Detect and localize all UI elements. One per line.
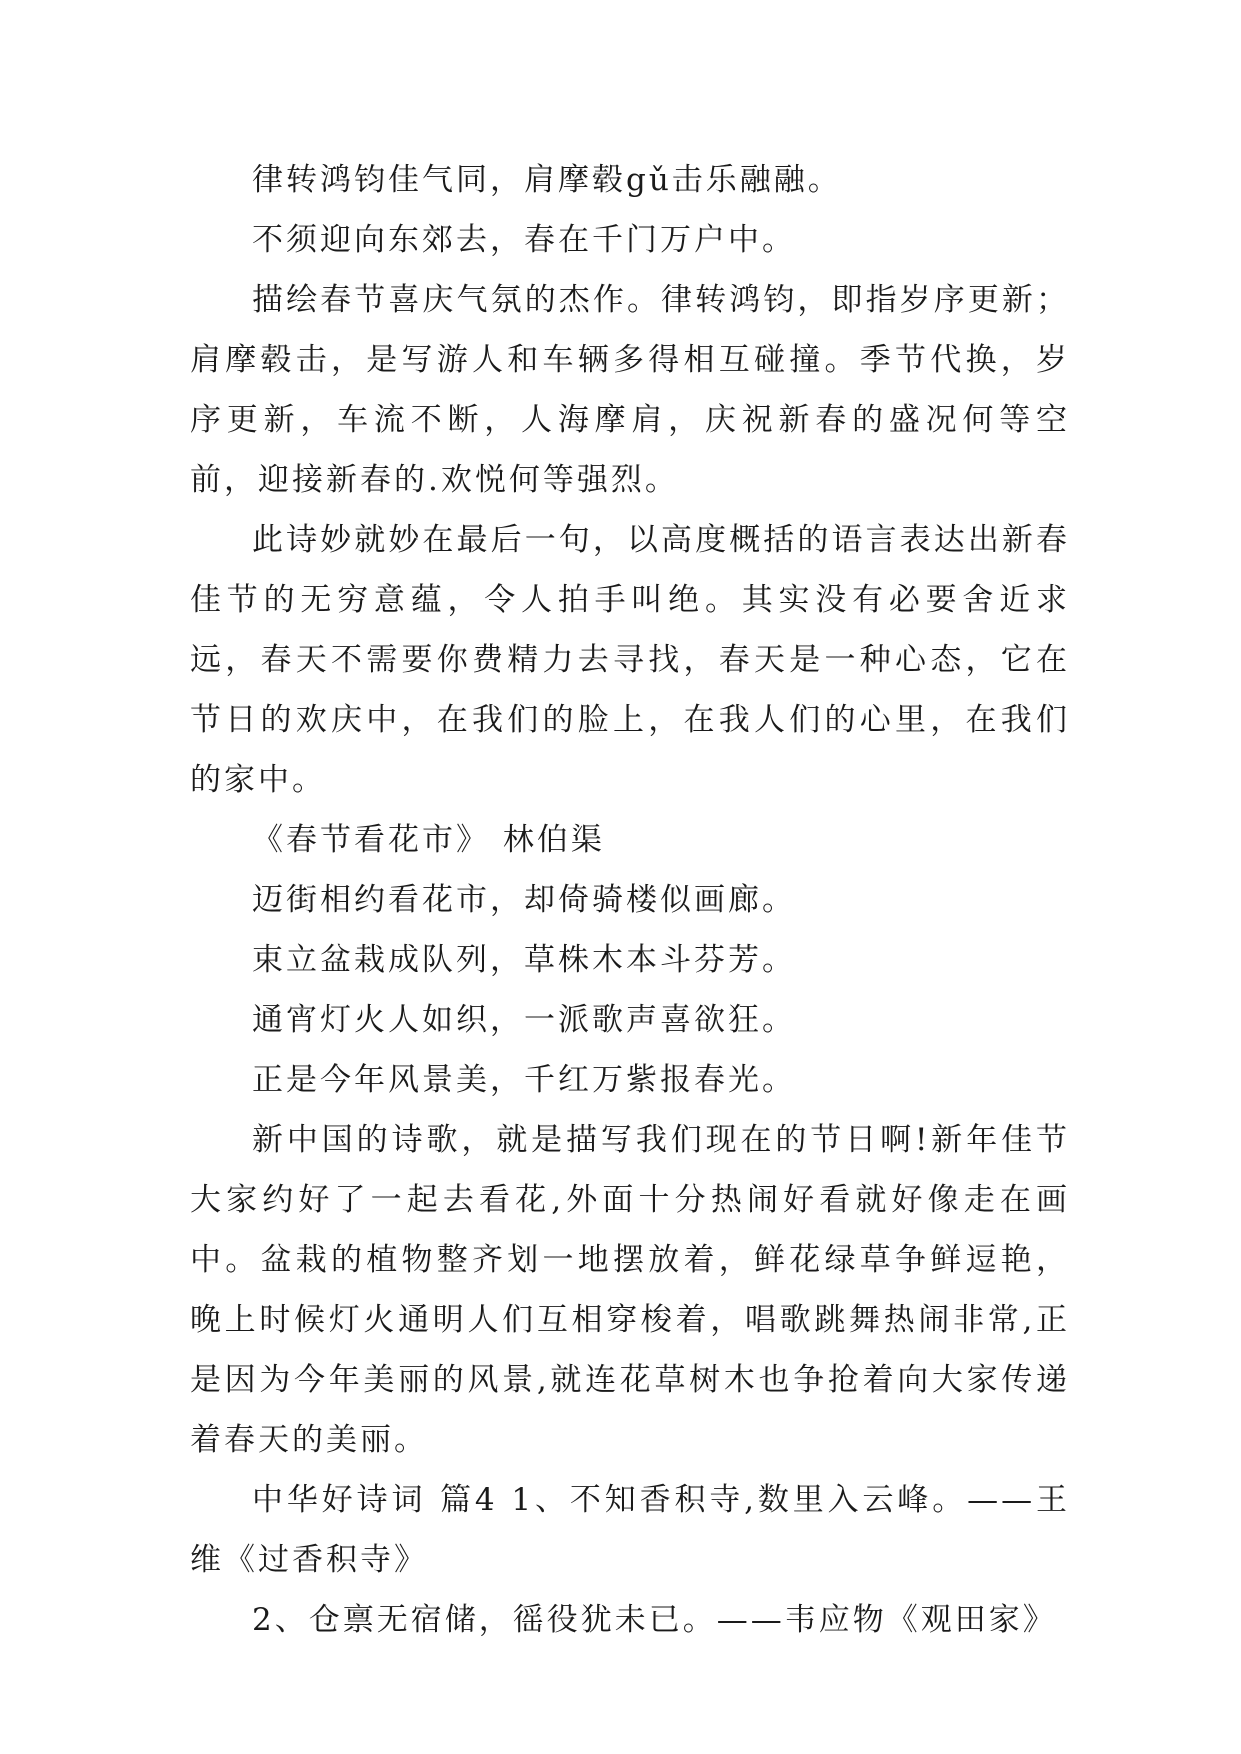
document-body xyxy=(190,150,1070,1650)
poem-line: 不须迎向东郊去，春在千门万户中。 xyxy=(252,222,796,258)
commentary-paragraph: 描绘春节喜庆气氛的杰作。律转鸿钧，即指岁序更新；肩摩毂击，是写游人和车辆多得相互碰撞。季节代换，岁序更新，车流不断，人海摩肩，庆祝新春的盛况何等空前，迎接新春的.欢悦何等强烈。 xyxy=(190,282,1070,498)
commentary-paragraph: 新中国的诗歌，就是描写我们现在的节日啊!新年佳节大家约好了一起去看花,外面十分热闹好看就好像走在画中。盆栽的植物整齐划一地摆放着，鲜花绿草争鲜逗艳，晚上时候灯火通明人们互相穿梭着，唱歌跳舞热闹非常,正是因为今年美丽的风景,就连花草树木也争抢着向大家传递着春天的美丽。 xyxy=(190,1122,1070,1458)
poem-line: 律转鸿钧佳气同，肩摩毂gǔ击乐融融。 xyxy=(252,162,842,198)
quote-item: 2、仓禀无宿储，徭役犹未已。——韦应物《观田家》 xyxy=(252,1602,1057,1638)
section-heading-paragraph: 中华好诗词 篇4 1、不知香积寺,数里入云峰。——王维《过香积寺》 xyxy=(190,1482,1070,1578)
poem-line: 正是今年风景美，千红万紫报春光。 xyxy=(252,1062,796,1098)
commentary-paragraph: 此诗妙就妙在最后一句，以高度概括的语言表达出新春佳节的无穷意蕴，令人拍手叫绝。其实没有必要舍近求远，春天不需要你费精力去寻找，春天是一种心态，它在节日的欢庆中，在我们的脸上，在我人们的心里，在我们的家中。 xyxy=(190,522,1070,798)
poem-title: 《春节看花市》 林伯渠 xyxy=(252,822,605,858)
poem-line: 束立盆栽成队列，草株木本斗芬芳。 xyxy=(252,942,796,978)
poem-line: 迈街相约看花市，却倚骑楼似画廊。 xyxy=(252,882,796,918)
poem-line: 通宵灯火人如织，一派歌声喜欲狂。 xyxy=(252,1002,796,1038)
